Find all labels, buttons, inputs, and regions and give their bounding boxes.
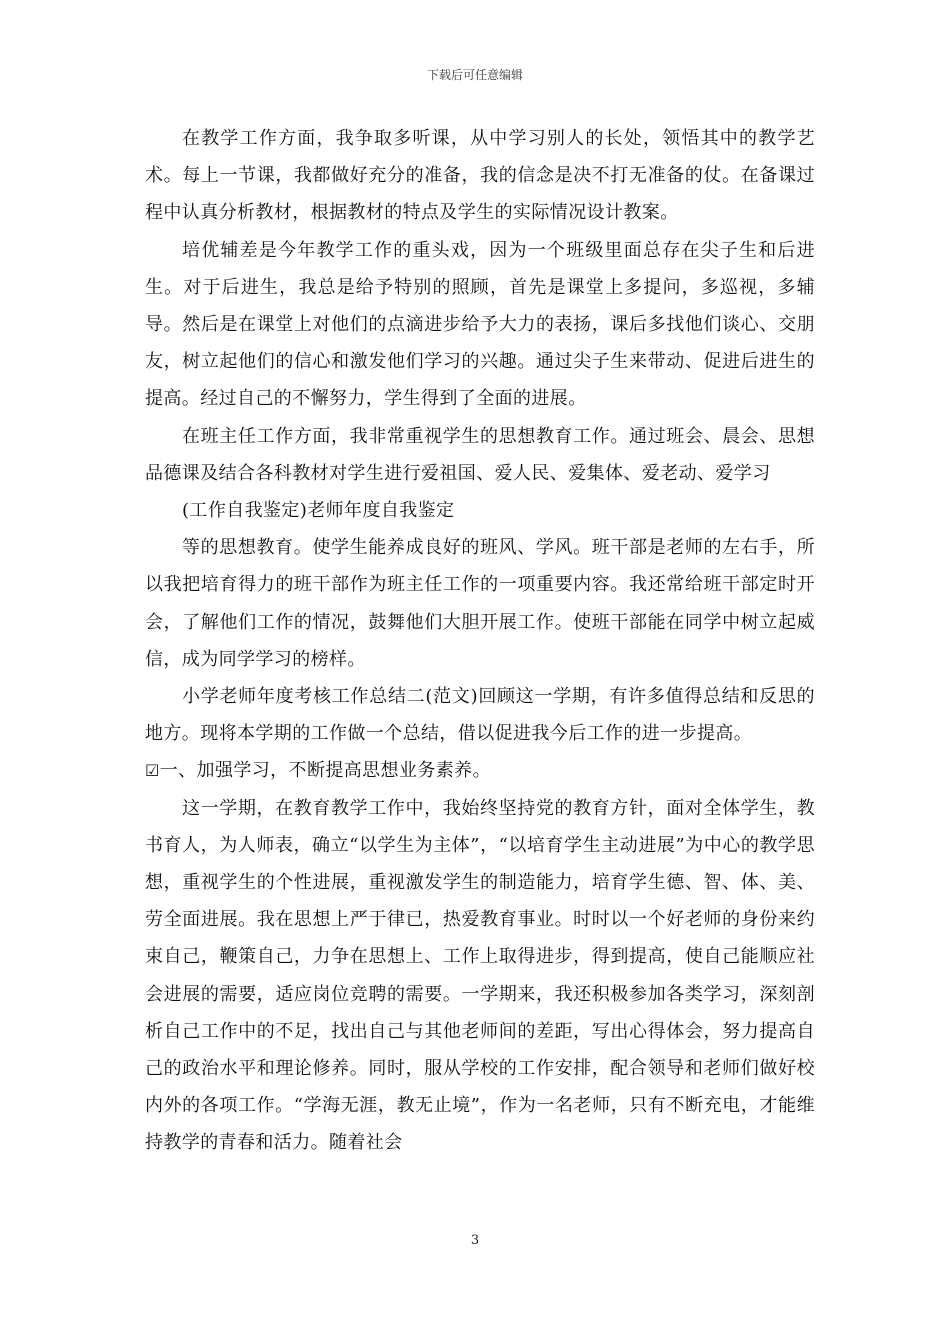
heading-one-text: 一、加强学习，不断提高思想业务素养。	[159, 760, 491, 782]
checkbox-icon: ☑	[145, 761, 160, 781]
document-body	[145, 120, 815, 1162]
paragraph-tutoring: 培优辅差是今年教学工作的重头戏，因为一个班级里面总存在尖子生和后进生。对于后进生，我总是给予特别的照顾，首先是课堂上多提问，多巡视，多辅导。然后是在课堂上对他们的点滴进步给予大力的表扬，课后多找他们谈心、交朋友，树立起他们的信心和激发他们学习的兴趣。通过尖子生来带动、促进后进生的提高。经过自己的不懈努力，学生得到了全面的进展。	[145, 239, 815, 410]
paragraph-section-title: (工作自我鉴定)老师年度自我鉴定	[182, 500, 455, 522]
page-header: 下载后可任意编辑	[426, 68, 523, 82]
paragraph-heading-one	[145, 752, 815, 789]
page-number: 3	[470, 1233, 480, 1248]
paragraph-class-cadres: 等的思想教育。使学生能养成良好的班风、学风。班干部是老师的左右手，所以我把培育得力的班干部作为班主任工作的一项重要内容。我还常给班干部定时开会，了解他们工作的情况，鼓舞他们大胆开展工作。使班干部能在同学中树立起威信，成为同学学习的榜样。	[145, 537, 815, 670]
paragraph-semester-study: 这一学期，在教育教学工作中，我始终坚持党的教育方针，面对全体学生，教书育人，为人师表，确立“以学生为主体”，“以培育学生主动进展”为中心的教学思想，重视学生的个性进展，重视激发学生的制造能力，培育学生德、智、体、美、劳全面进展。我在思想上严于律已，热爱教育事业。时时以一个好老师的身份来约束自己，鞭策自己，力争在思想上、工作上取得进步，得到提高，使自己能顺应社会进展的需要，适应岗位竞聘的需要。一学期来，我还积极参加各类学习，深刻剖析自己工作中的不足，找出自己与其他老师间的差距，写出心得体会，努力提高自己的政治水平和理论修养。同时，服从学校的工作安排，配合领导和老师们做好校内外的各项工作。“学海无涯，教无止境”，作为一名老师，只有不断充电，才能维持教学的青春和活力。随着社会	[145, 797, 815, 1154]
paragraph-summary-intro: 小学老师年度考核工作总结二(范文)回顾这一学期，有许多值得总结和反思的地方。现将本学期的工作做一个总结，借以促进我今后工作的进一步提高。	[145, 686, 815, 745]
paragraph-teaching-work: 在教学工作方面，我争取多听课，从中学习别人的长处，领悟其中的教学艺术。每上一节课，我都做好充分的准备，我的信念是决不打无准备的仗。在备课过程中认真分析教材，根据教材的特点及学生的实际情况设计教案。	[145, 128, 815, 224]
paragraph-class-teacher-work: 在班主任工作方面，我非常重视学生的思想教育工作。通过班会、晨会、思想品德课及结合各科教材对学生进行爱祖国、爱人民、爱集体、爱老动、爱学习	[145, 425, 815, 484]
